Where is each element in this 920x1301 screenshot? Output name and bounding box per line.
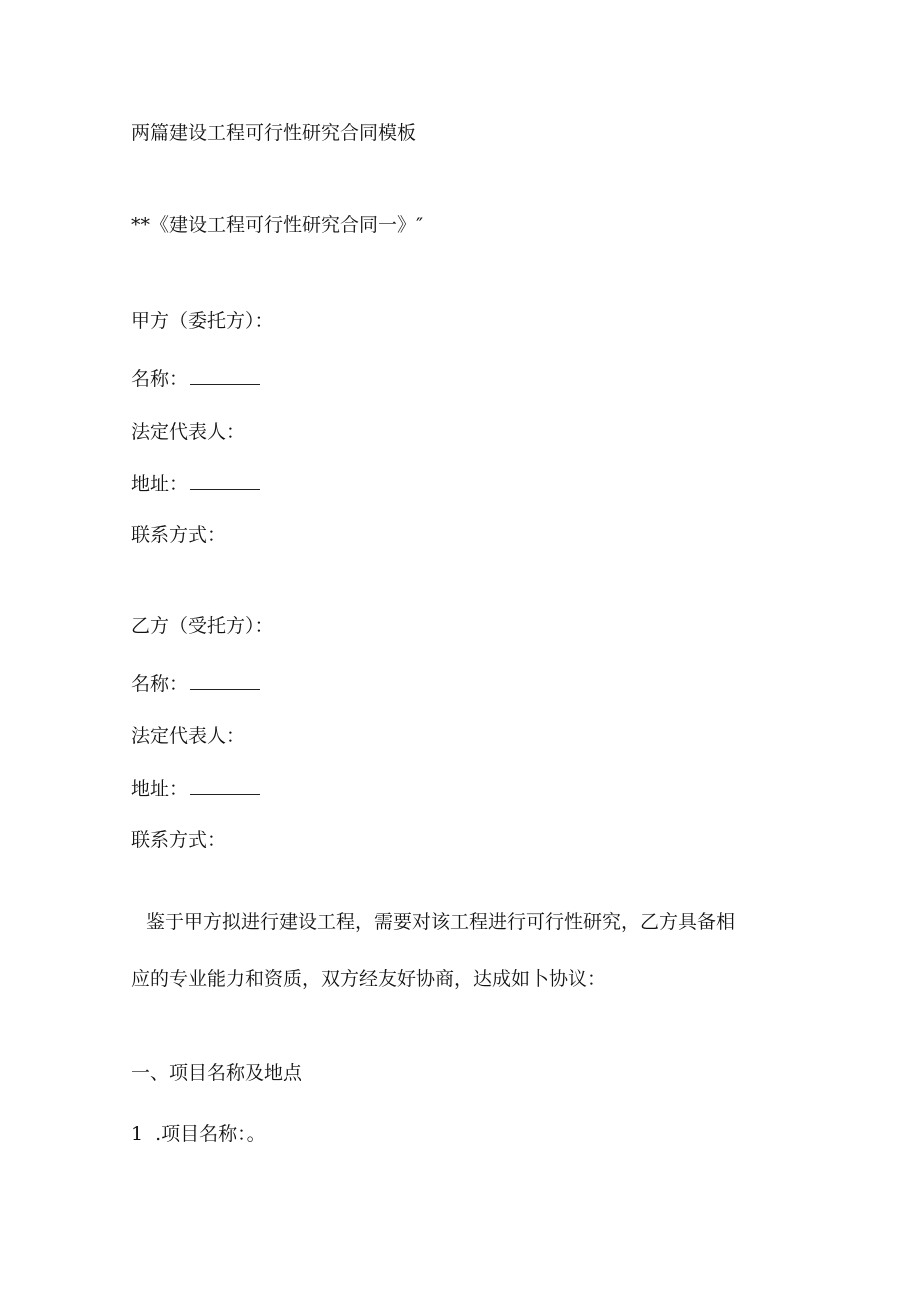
item-number: 1 [131, 1123, 144, 1145]
party-b-name-blank [190, 673, 260, 690]
party-b-name-label: 名称： [131, 673, 189, 695]
party-a-address-label: 地址： [131, 473, 189, 495]
party-b-address-label: 地址： [131, 778, 189, 800]
party-a-name-row [131, 367, 260, 391]
section-1-item-1 [131, 1122, 266, 1146]
party-a-name-label: 名称： [131, 368, 189, 390]
party-b-address-row [131, 777, 260, 801]
section-1-heading: 一、项目名称及地点 [131, 1062, 303, 1084]
party-a-legal-rep-label: 法定代表人： [131, 421, 246, 443]
party-b-name-row [131, 672, 260, 696]
party-a-contact-label: 联系方式： [131, 524, 227, 546]
party-b-contact-label: 联系方式： [131, 829, 227, 851]
preamble-line-1: 鉴于甲方拟进行建设工程，需要对该工程进行可行性研究，乙方具备相 [146, 911, 736, 933]
document-title: 两篇建设工程可行性研究合同模板 [131, 122, 417, 144]
party-a-heading: 甲方（委托方）： [131, 310, 274, 332]
party-a-address-blank [190, 473, 260, 490]
party-b-heading: 乙方（受托方）： [131, 615, 274, 637]
contract-subtitle: **《建设工程可行性研究合同一》″ [131, 214, 424, 236]
item-text: .项目名称：。 [155, 1123, 266, 1145]
party-a-address-row [131, 472, 260, 496]
preamble-line-2: 应的专业能力和资质，双方经友好协商，达成如卜协议： [131, 968, 607, 990]
party-a-name-blank [190, 368, 260, 385]
party-b-address-blank [190, 778, 260, 795]
party-b-legal-rep-label: 法定代表人： [131, 725, 246, 747]
